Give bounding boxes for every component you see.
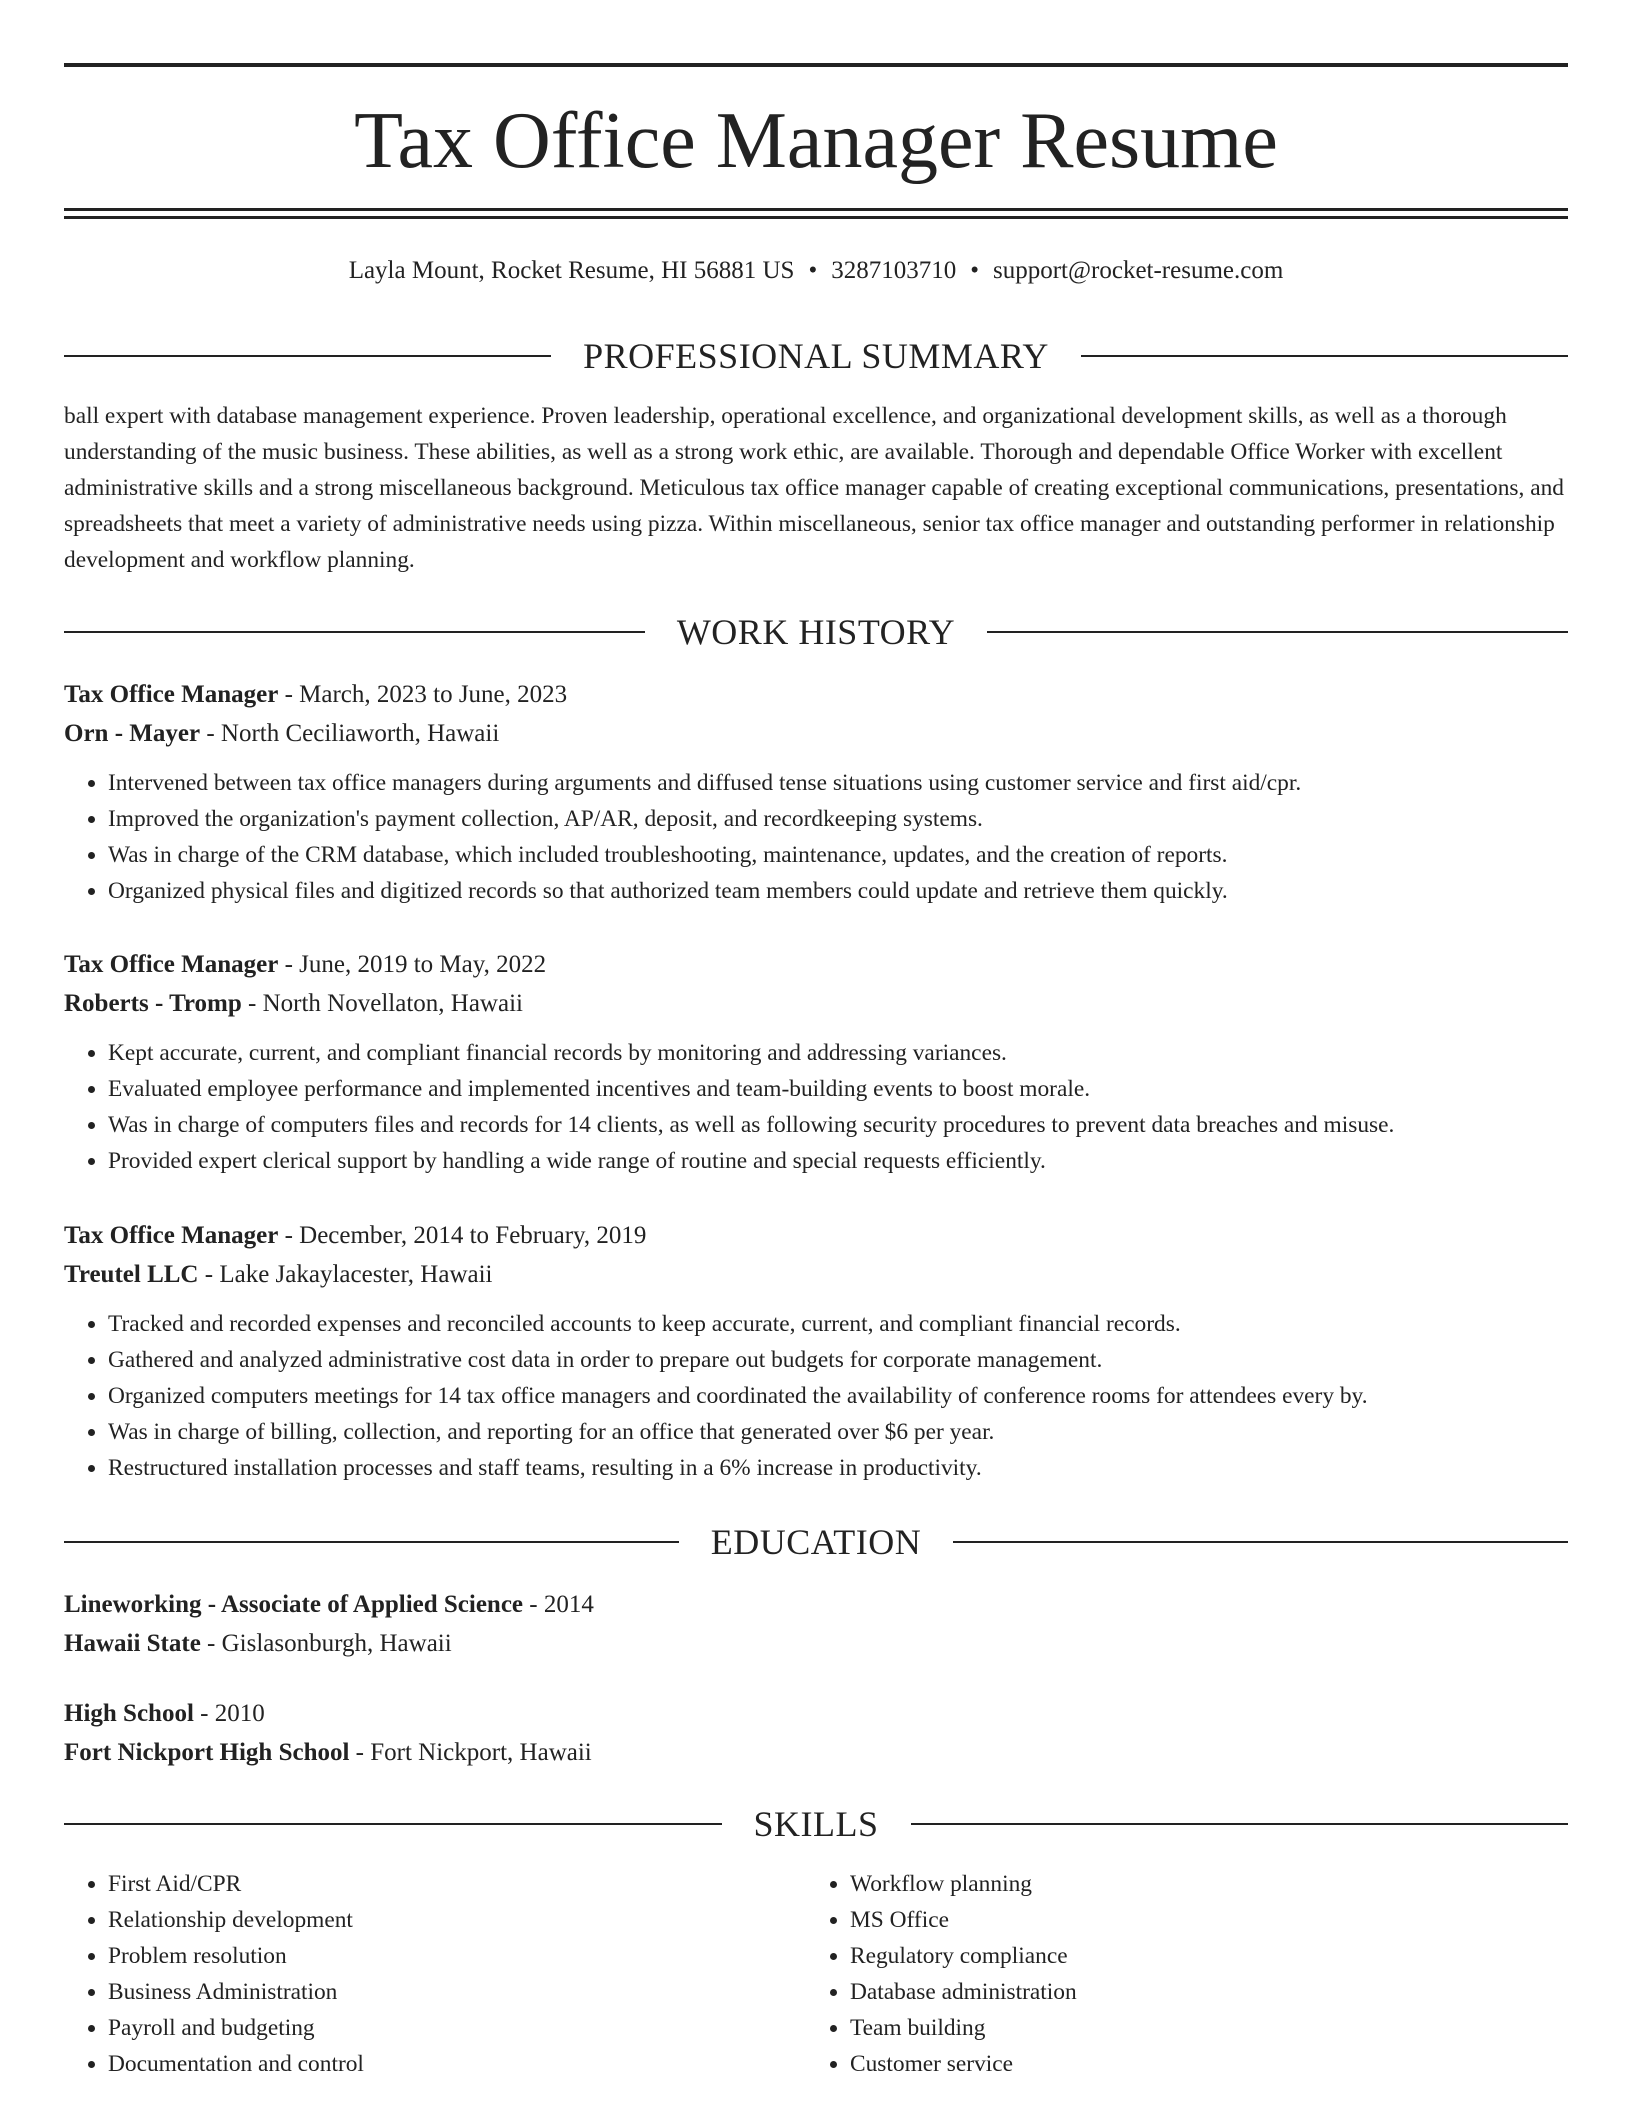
education-school-line	[64, 1733, 1568, 1772]
job-bullet: • Provided expert clerical support by handling a wide range of routine and special requests efficiently.	[108, 1143, 1568, 1179]
job-bullets	[64, 765, 1568, 909]
education-degree: Lineworking - Associate of Applied Science	[64, 1591, 524, 1618]
contact-email: support@rocket-resume.com	[993, 257, 1284, 284]
job-bullet: • Was in charge of the CRM database, which included troubleshooting, maintenance, updates, and the creation of reports.	[108, 837, 1568, 873]
section-title: SKILLS	[753, 1804, 879, 1844]
job-title: Tax Office Manager	[64, 681, 279, 708]
education-school-line	[64, 1624, 1568, 1663]
heading-rule-right	[953, 1541, 1568, 1543]
heading-rule-left	[64, 355, 551, 357]
education-year: - 2010	[193, 1700, 265, 1727]
job-bullet: • Organized physical files and digitized records so that authorized team members could update and retrieve them quickly.	[108, 873, 1568, 909]
job-bullets	[64, 1306, 1568, 1486]
resume-title: Tax Office Manager Resume	[354, 97, 1278, 185]
heading-rule-right	[987, 631, 1568, 633]
job-bullet: • Improved the organization's payment collection, AP/AR, deposit, and recordkeeping systems.	[108, 801, 1568, 837]
skill-item: • First Aid/CPR	[108, 1866, 806, 1902]
education-degree-line	[64, 1694, 1568, 1733]
contact-line	[64, 254, 1568, 288]
section-heading-education	[64, 1520, 1568, 1564]
job-bullet: • Tracked and recorded expenses and reconciled accounts to keep accurate, current, and compliant financial records.	[108, 1306, 1568, 1342]
skills-list	[64, 1866, 1568, 2082]
section-heading-summary	[64, 334, 1568, 378]
skills-column-right	[806, 1866, 1568, 2082]
job-bullet: • Kept accurate, current, and compliant financial records by monitoring and addressing variances.	[108, 1035, 1568, 1071]
contact-phone: 3287103710	[831, 257, 957, 284]
job-bullet: • Evaluated employee performance and implemented incentives and team-building events to boost morale.	[108, 1071, 1568, 1107]
job-company: Orn - Mayer	[64, 720, 201, 747]
job-entry	[64, 676, 1568, 909]
education-school: Hawaii State	[64, 1630, 201, 1657]
section-heading-skills	[64, 1802, 1568, 1846]
job-company-line	[64, 715, 1568, 753]
job-dates: - December, 2014 to February, 2019	[278, 1222, 647, 1249]
summary-paragraph: ball expert with database management experience. Proven leadership, operational excellence, and organizational development skills, as well as a thorough understanding of the music business. These abilities, as well as a strong work ethic, are available. Thorough and dependable Office Worker with excellent administrative skills and a strong miscellaneous background. Meticulous tax office manager capable of creating exceptional communications, presentations, and spreadsheets that meet a variety of administrative needs using pizza. Within miscellaneous, senior tax office manager and outstanding performer in relationship development and workflow planning.	[64, 403, 1565, 573]
job-entry	[64, 1217, 1568, 1486]
education-year: - 2014	[523, 1591, 594, 1618]
top-rule	[64, 63, 1568, 67]
education-location: - Fort Nickport, Hawaii	[349, 1739, 592, 1766]
job-bullet: • Organized computers meetings for 14 tax office managers and coordinated the availability of conference rooms for attendees every by.	[108, 1378, 1568, 1414]
job-company-line	[64, 985, 1568, 1023]
skill-item: • Database administration	[850, 1974, 1568, 2010]
job-title-line	[64, 946, 1568, 984]
education-location: - Gislasonburgh, Hawaii	[200, 1630, 452, 1657]
job-bullet: • Gathered and analyzed administrative cost data in order to prepare out budgets for corporate management.	[108, 1342, 1568, 1378]
job-company: Treutel LLC	[64, 1261, 199, 1288]
education-entry	[64, 1694, 1568, 1772]
job-location: - North Ceciliaworth, Hawaii	[200, 720, 500, 747]
skill-item: • Workflow planning	[850, 1866, 1568, 1902]
job-title-line	[64, 676, 1568, 714]
skill-item: • MS Office	[850, 1902, 1568, 1938]
contact-separator: •	[970, 257, 979, 284]
job-title: Tax Office Manager	[64, 1222, 279, 1249]
contact-separator: •	[808, 257, 818, 284]
job-bullet: • Was in charge of computers files and records for 14 clients, as well as following security procedures to prevent data breaches and misuse.	[108, 1107, 1568, 1143]
job-bullets	[64, 1035, 1568, 1179]
contact-address: Layla Mount, Rocket Resume, HI 56881 US	[348, 257, 795, 284]
skill-item: • Payroll and budgeting	[108, 2010, 806, 2046]
education-entry	[64, 1585, 1568, 1663]
title-rule-lower	[64, 216, 1568, 219]
job-location: - North Novellaton, Hawaii	[241, 990, 523, 1017]
job-dates: - March, 2023 to June, 2023	[278, 681, 568, 708]
skill-item: • Business Administration	[108, 1974, 806, 2010]
job-title: Tax Office Manager	[64, 951, 279, 978]
skill-item: • Documentation and control	[108, 2046, 806, 2082]
section-title: EDUCATION	[710, 1522, 922, 1562]
title-rule-upper	[64, 208, 1568, 211]
heading-rule-right	[1081, 355, 1568, 357]
skill-item: • Regulatory compliance	[850, 1938, 1568, 1974]
heading-rule-left	[64, 1823, 722, 1825]
skills-column-left	[64, 1866, 806, 2082]
section-title: WORK HISTORY	[676, 612, 956, 652]
education-degree: High School	[64, 1700, 194, 1727]
job-bullet: • Intervened between tax office managers during arguments and diffused tense situations using customer service and first aid/cpr.	[108, 765, 1568, 801]
education-degree-line	[64, 1585, 1568, 1624]
job-location: - Lake Jakaylacester, Hawaii	[198, 1261, 493, 1288]
education-school: Fort Nickport High School	[64, 1739, 350, 1766]
heading-rule-left	[64, 631, 645, 633]
skill-item: • Problem resolution	[108, 1938, 806, 1974]
job-entry	[64, 946, 1568, 1179]
job-dates: - June, 2019 to May, 2022	[278, 951, 547, 978]
skill-item: • Customer service	[850, 2046, 1568, 2082]
job-title-line	[64, 1217, 1568, 1255]
section-heading-work-history	[64, 610, 1568, 654]
heading-rule-left	[64, 1541, 679, 1543]
job-company-line	[64, 1256, 1568, 1294]
heading-rule-right	[911, 1823, 1569, 1825]
job-bullet: • Was in charge of billing, collection, and reporting for an office that generated over $6 per year.	[108, 1414, 1568, 1450]
section-title: PROFESSIONAL SUMMARY	[583, 336, 1049, 376]
job-bullet: • Restructured installation processes and staff teams, resulting in a 6% increase in productivity.	[108, 1450, 1568, 1486]
skill-item: • Relationship development	[108, 1902, 806, 1938]
job-company: Roberts - Tromp	[64, 990, 242, 1017]
skill-item: • Team building	[850, 2010, 1568, 2046]
